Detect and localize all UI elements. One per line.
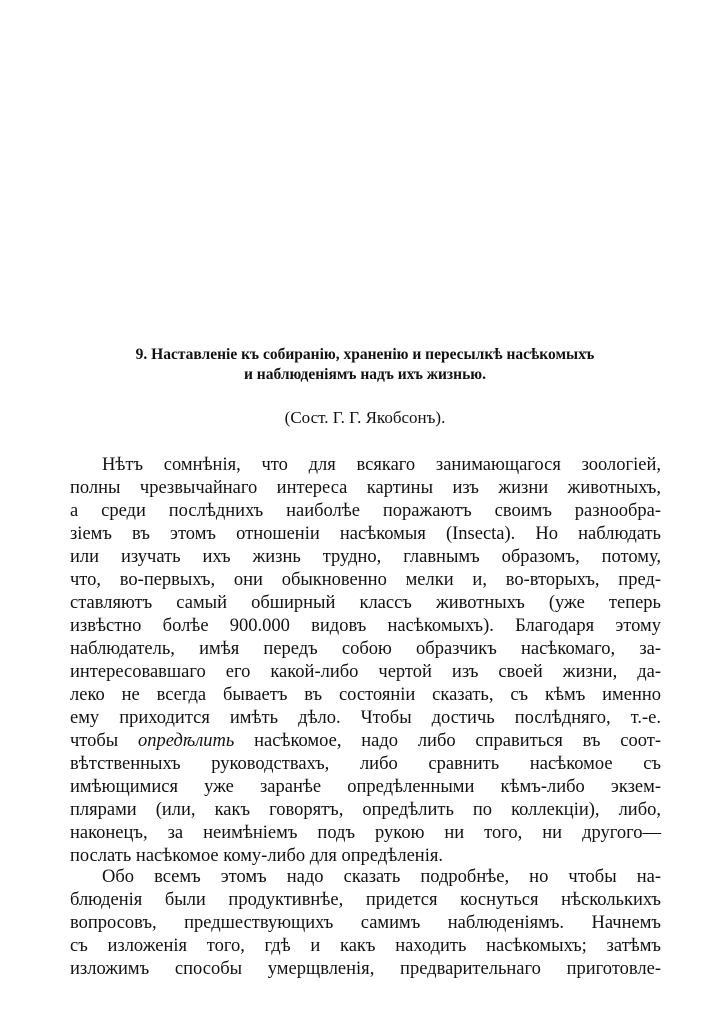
- body-text-line: полны чрезвычайнаго интереса картины изъ жизни животныхъ,: [70, 478, 661, 498]
- body-text-line: изложимъ способы умерщвленія, предварительнаго приготовле-: [70, 959, 661, 979]
- body-text-line: ему приходится имѣть дѣло. Чтобы достичь послѣдняго, т.-е.: [70, 708, 661, 728]
- body-text-fragment: чтобы: [70, 731, 139, 751]
- body-text-line: а среди послѣднихъ наиболѣе поражаютъ своимъ разнообра-: [70, 501, 661, 521]
- body-text-line: вопросовъ, предшествующихъ самимъ наблюденіямъ. Начнемъ: [70, 913, 661, 933]
- body-text-line: ставляютъ самый обширный классъ животныхъ (уже теперь: [70, 593, 661, 613]
- section-heading-line-1: 9. Наставленіе къ собиранію, храненію и пересылкѣ насѣкомыхъ: [135, 346, 595, 363]
- body-text-line: леко не всегда бываетъ въ состояніи сказать, съ кѣмъ именно: [70, 685, 661, 705]
- body-text-line: Обо всемъ этомъ надо сказать подробнѣе, но чтобы на-: [102, 867, 661, 887]
- body-text-line: блюденія были продуктивнѣе, придется коснуться нѣсколькихъ: [70, 890, 661, 910]
- body-text-line: съ изложенія того, гдѣ и какъ находить насѣкомыхъ; затѣмъ: [70, 936, 661, 956]
- body-text-line: плярами (или, какъ говорятъ, опредѣлить по коллекціи), либо,: [70, 800, 661, 820]
- body-text-line: интересовавшаго его какой-либо чертой изъ своей жизни, да-: [70, 662, 661, 682]
- body-text-line: наблюдатель, имѣя передъ собою образчикъ насѣкомаго, за-: [70, 639, 661, 659]
- body-text-line: наконецъ, за неимѣніемъ подъ рукою ни того, ни другого—: [70, 823, 661, 843]
- emphasized-term: опредѣлить: [138, 731, 235, 751]
- body-text-line: что, во-первыхъ, они обыкновенно мелки и, во-вторыхъ, пред-: [70, 570, 661, 590]
- body-text-line-with-emphasis: [70, 730, 661, 752]
- body-text-line: Нѣтъ сомнѣнія, что для всякаго занимающагося зоологіей,: [102, 455, 661, 475]
- body-text-fragment: насѣкомое, надо либо справиться въ соот-: [234, 731, 661, 751]
- body-text-line: зіемъ въ этомъ отношеніи насѣкомыя (Insecta). Но наблюдать: [70, 524, 661, 544]
- section-heading-line-2: и наблюденіямъ надъ ихъ жизнью.: [244, 366, 486, 383]
- body-text-line: имѣющимися уже заранѣе опредѣленными кѣмъ-либо экзем-: [70, 777, 661, 797]
- body-text-line: вѣтственныхъ руководствахъ, либо сравнить насѣкомое съ: [70, 754, 661, 774]
- body-text-line: послать насѣкомое кому-либо для опредѣленія.: [70, 846, 443, 866]
- author-attribution: (Сост. Г. Г. Якобсонъ).: [284, 408, 446, 427]
- body-text-line: извѣстно болѣе 900.000 видовъ насѣкомыхъ). Благодаря этому: [70, 616, 661, 636]
- body-text-line: или изучать ихъ жизнь трудно, главнымъ образомъ, потому,: [70, 547, 661, 567]
